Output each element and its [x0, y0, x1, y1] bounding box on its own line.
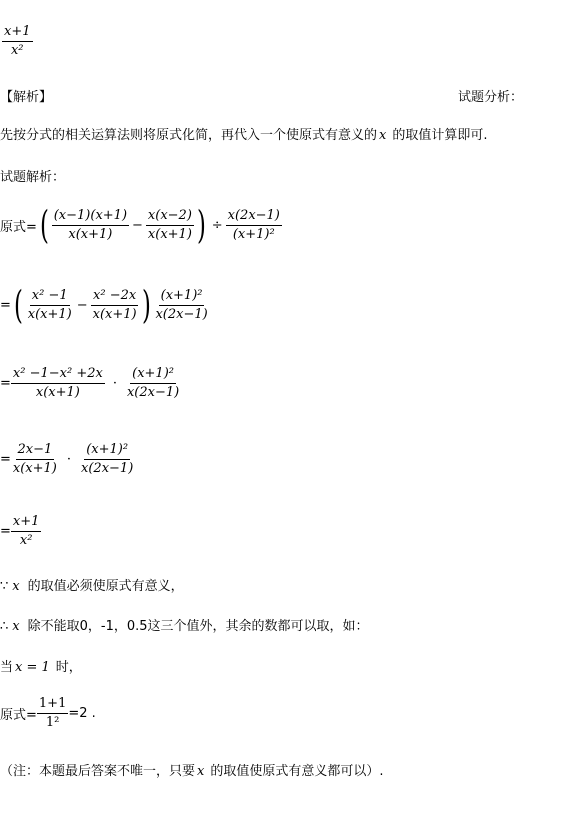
- note-line: [0, 760, 384, 779]
- step-2-den-1: x(x+1): [27, 306, 72, 322]
- calc-prefix: 原式=: [0, 708, 37, 723]
- because-text: 的取值必须使原式有意义，: [27, 579, 184, 594]
- step-3-den-1: x(x+1): [35, 385, 80, 400]
- step-2-num-3: (x+1)²: [159, 288, 205, 306]
- therefore-text: 除不能取0，-1，0.5这三个值外，其余的数都可以取，如：: [27, 619, 369, 634]
- therefore-variable: x: [12, 619, 20, 634]
- divide-sign: ÷: [211, 217, 223, 233]
- calc-line: [0, 696, 96, 731]
- step-5-numerator: x+1: [11, 514, 42, 532]
- answer-denominator: x²: [10, 43, 24, 58]
- step-1-num-3: x(2x−1): [226, 208, 282, 226]
- step-3: [0, 366, 181, 401]
- step-2: = ( $\frac{\text{x² −1}}{x(x+1)}$ − $\frac{\text{x² −2x}}{x(x+1)}$ ) $\frac{\text{(x+1)²}}{x(2x-1)}$: [0, 283, 208, 327]
- right-paren: ): [196, 203, 206, 247]
- when-expression: x = 1: [15, 660, 50, 675]
- answer-fraction: [2, 24, 33, 59]
- step-1-prefix: 原式=: [0, 219, 37, 235]
- dot-operator: ·: [112, 376, 117, 391]
- note-variable: x: [197, 764, 205, 779]
- therefore-symbol: ∴: [0, 619, 9, 634]
- step-1: 原式= ( $\frac{(x-1)(x+1)}{x(x+1)}$ − $\frac{x(x-2)}{x(x+1)}$ ) ÷ $\frac{x(2x-1)}{\text{(x+1)²}}$: [0, 203, 280, 247]
- analysis-text-part1: 先按分式的相关运算法则将原式化简，再代入一个使原式有意义的: [0, 128, 378, 143]
- step-1-den-1: x(x+1): [68, 226, 113, 242]
- section-title: 【解析】: [0, 90, 53, 105]
- when-pre: 当: [0, 660, 14, 675]
- note-pre: （注：本题最后答案不唯一，只要: [0, 764, 196, 779]
- calc-result: =2 .: [68, 706, 96, 721]
- analysis-text: [0, 124, 488, 143]
- step-3-den-2: x(2x−1): [126, 385, 180, 400]
- analysis-text-part2: 的取值计算即可.: [392, 128, 488, 143]
- step-4-prefix: =: [0, 452, 11, 467]
- right-paren: ): [141, 283, 151, 327]
- step-4-den-2: x(2x−1): [81, 461, 134, 476]
- step-1-num-2: x(x−2): [146, 208, 194, 226]
- step-5-denominator: x²: [19, 533, 33, 548]
- step-2-prefix: =: [0, 297, 11, 313]
- step-1-num-1: (x−1)(x+1): [52, 208, 129, 226]
- analysis-label: 试题分析：: [458, 90, 524, 105]
- step-2-num-1: x² −1: [30, 288, 70, 306]
- left-paren: (: [13, 283, 23, 327]
- dot-operator: ·: [66, 452, 72, 467]
- because-variable: x: [12, 579, 20, 594]
- step-2-num-2: x² −2x: [91, 288, 138, 306]
- left-paren: (: [39, 203, 49, 247]
- because-symbol: ∵: [0, 579, 9, 594]
- step-1-den-2: x(x+1): [147, 226, 192, 242]
- step-1-den-3: (x+1)²: [232, 226, 275, 242]
- calc-denominator: 1²: [45, 715, 60, 730]
- solution-label: 试题解析：: [0, 170, 66, 185]
- note-post: 的取值使原式有意义都可以）.: [210, 764, 384, 779]
- because-line: [0, 575, 184, 594]
- step-4-den-1: x(x+1): [12, 461, 57, 476]
- step-3-num-2: (x+1)²: [130, 366, 176, 384]
- calc-numerator: 1+1: [37, 696, 68, 714]
- therefore-line: [0, 615, 369, 634]
- step-5-prefix: =: [0, 524, 11, 539]
- step-5: [0, 514, 41, 549]
- step-3-prefix: =: [0, 376, 11, 391]
- when-post: 时，: [55, 660, 82, 675]
- answer-numerator: x+1: [2, 24, 33, 42]
- step-4-num-2: (x+1)²: [84, 442, 130, 460]
- step-4: [0, 442, 135, 477]
- when-line: [0, 656, 82, 675]
- analysis-variable: x: [379, 128, 387, 143]
- step-2-den-2: x(x+1): [92, 306, 137, 322]
- step-2-den-3: x(2x−1): [155, 306, 208, 322]
- step-3-num-1: x² −1−x² +2x: [11, 366, 105, 384]
- step-4-num-1: 2x−1: [16, 442, 55, 460]
